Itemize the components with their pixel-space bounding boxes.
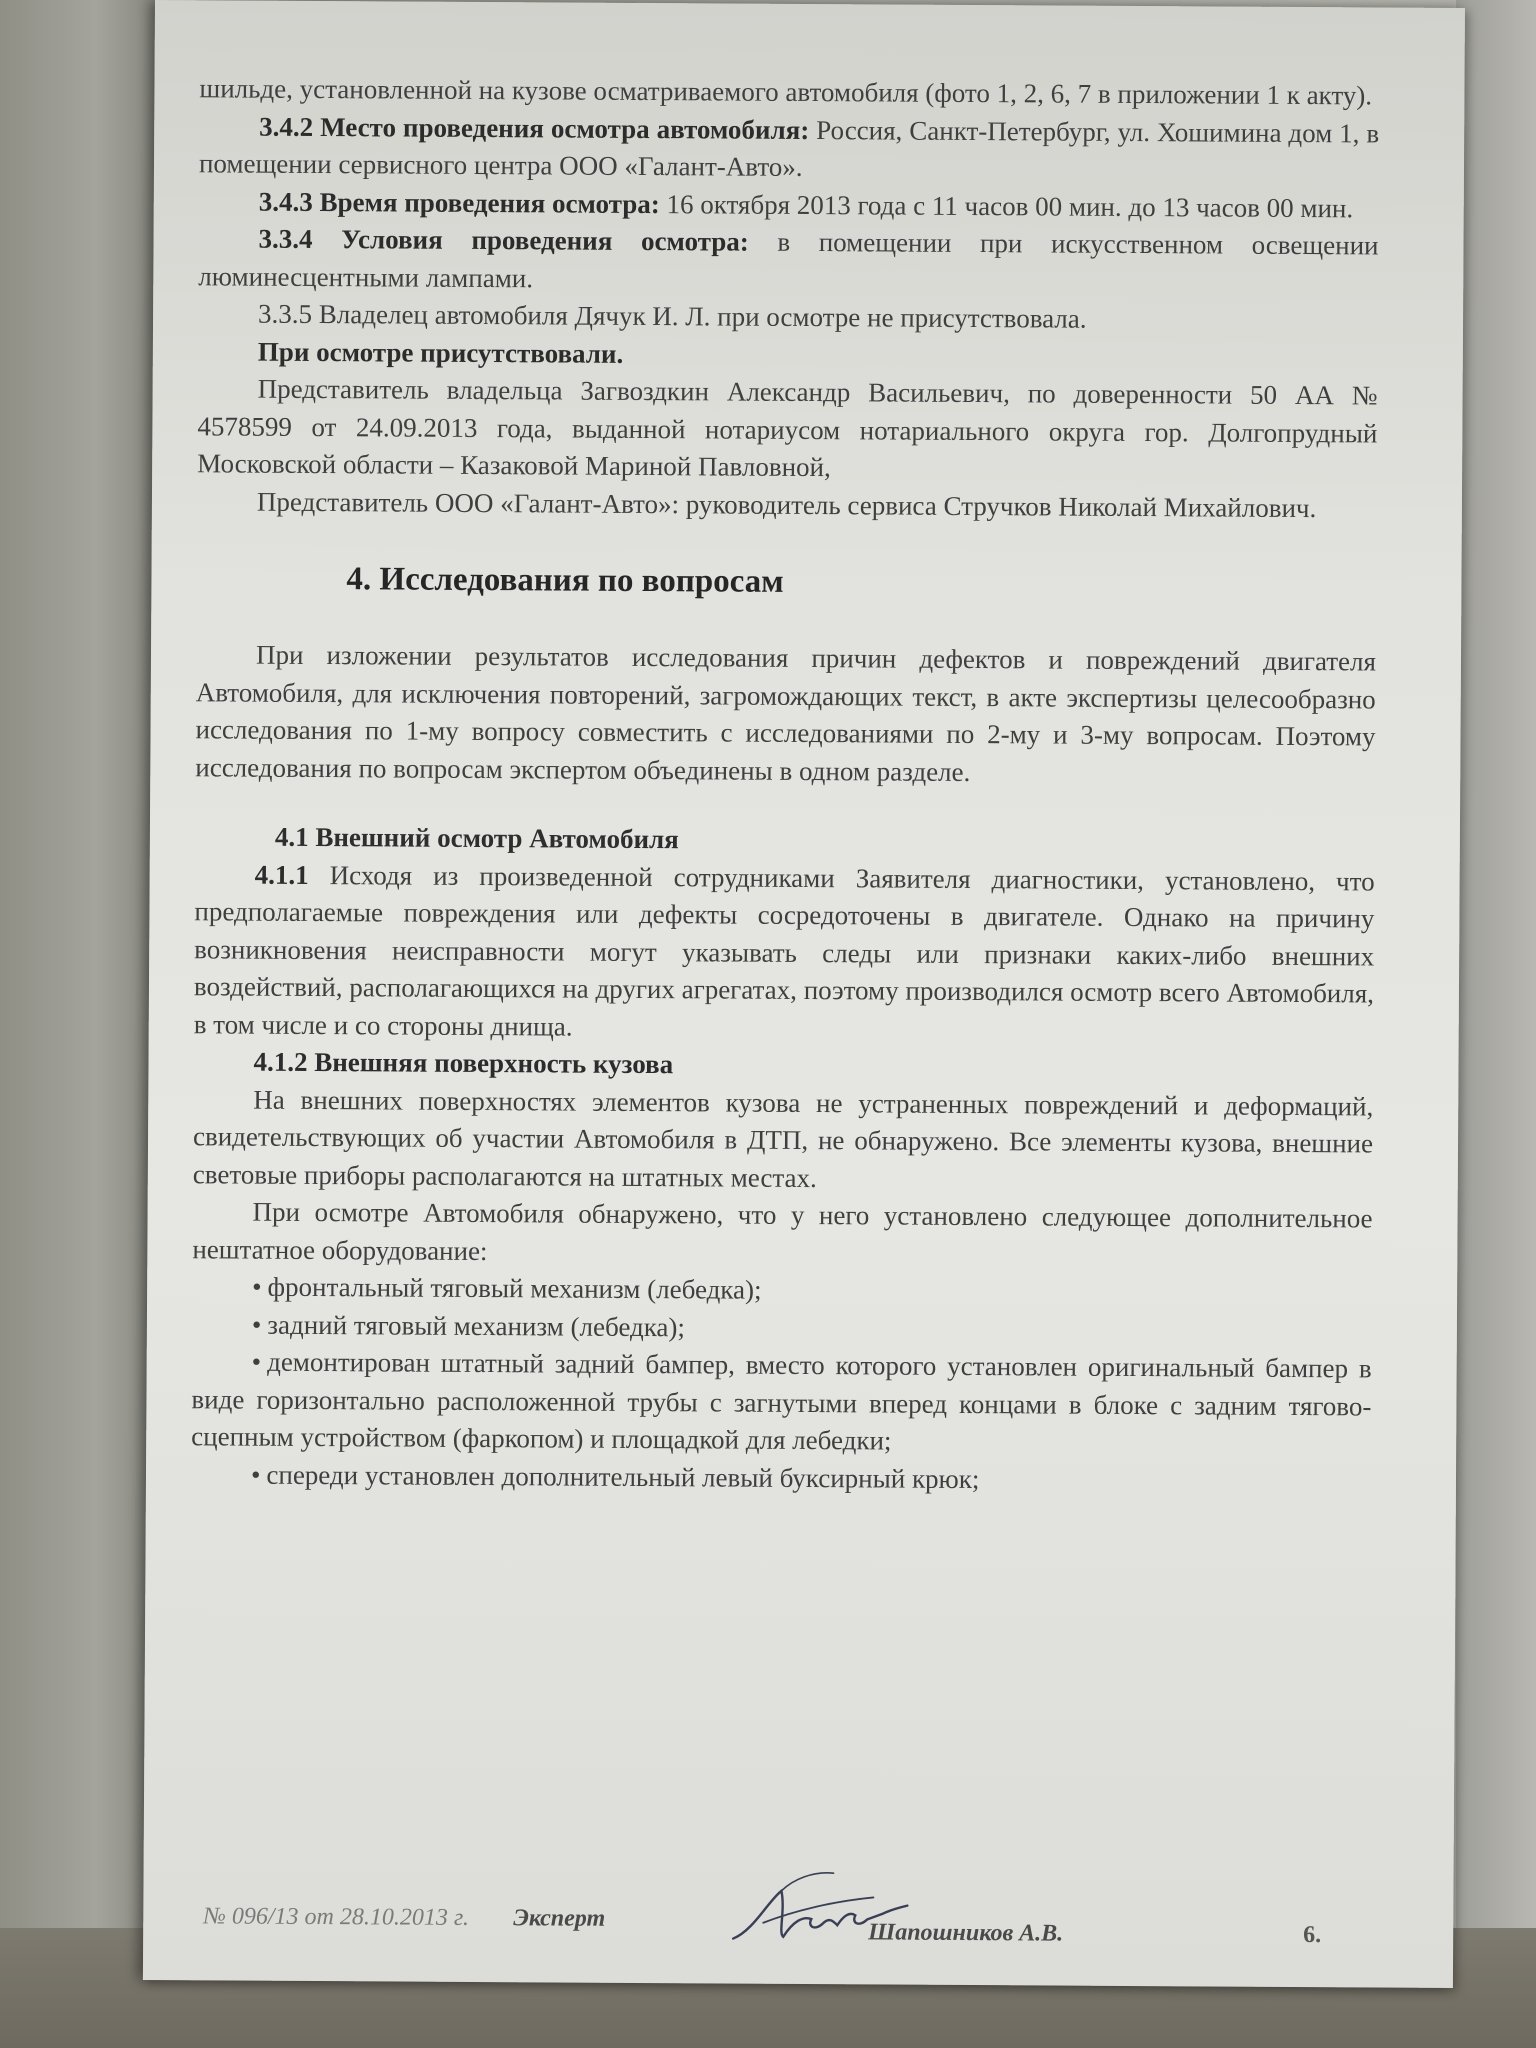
paragraph-owner-absent: 3.3.5 Владелец автомобиля Дячук И. Л. при осмотре не присутствовала. — [257, 298, 1087, 334]
section-4-1-title: 4.1 Внешний осмотр Автомобиля — [274, 821, 679, 855]
paragraph-4-1-1 — [194, 856, 1375, 1051]
section-4-1-2-title: 4.1.2 Внешняя поверхность кузова — [253, 1046, 674, 1080]
document-page — [143, 0, 1465, 1988]
inspection-conditions-heading: 3.3.4 Условия проведения осмотра: — [258, 223, 749, 257]
paragraph-body-surface: На внешних поверхностях элементов кузова не устраненных повреждений и деформаций, свидетельствующих об участии Автомобиля в ДТП, не обнаружено. Все элементы кузова, внешние световые приборы располагаются на штатных местах. — [192, 1084, 1374, 1193]
attendees-heading: При осмотре присутствовали. — [257, 336, 624, 369]
section-4-intro: При изложении результатов исследования причин дефектов и повреждений двигателя Автомобиля, для исключения повторений, загромождающих текст, в акте экспертизы целесообразно исследования по 1-му вопросу совместить с исследованиями по 2-му и 3-му вопросам. Поэтому исследования по вопросам экспертом объединены в одном разделе. — [195, 639, 1377, 787]
list-item: • демонтирован штатный задний бампер, вместо которого установлен оригинальный бампер в виде горизонтально расположенной трубы с загнутыми вперед концами в блоке с задним тягово-сцепным устройством (фаркопом) и площадкой для лебедки; — [191, 1343, 1372, 1463]
inspection-conditions-text: в помещении при искусственном освещении люминесцентными лампами. — [198, 226, 1379, 293]
paragraph-inspection-place — [199, 108, 1379, 190]
inspection-place-text: Россия, Санкт-Петербург, ул. Хошимина дом 1, в помещении сервисного центра ООО «Галант-Авто». — [198, 114, 1380, 182]
expert-label: Эксперт — [513, 1905, 606, 1932]
section-4-1-1-text: Исходя из произведенной сотрудниками Заявителя диагностики, установлено, что предполагаемые повреждения или дефекты сосредоточены в двигателе. Однако на причину возникновения неисправности могут указывать следы или признаки каких-либо внешних воздействий, располагающихся на других агрегатах, поэтому производился осмотр всего Автомобиля, в том числе и со стороны днища. — [193, 859, 1375, 1042]
list-item: • спереди установлен дополнительный левый буксирный крюк; — [191, 1456, 1371, 1501]
document-reference: № 096/13 от 28.10.2013 г. — [203, 1903, 470, 1931]
section-4-title: 4. Исследования по вопросам — [346, 561, 784, 600]
inspection-place-heading: 3.4.2 Место проведения осмотра автомобиля: — [259, 111, 810, 145]
section-4-1-1-number: 4.1.1 — [254, 859, 309, 890]
paragraph-service-representative: Представитель ООО «Галант-Авто»: руководитель сервиса Стручков Николай Михайлович. — [256, 486, 1317, 523]
list-item: • задний тяговый механизм (лебедка); — [192, 1306, 1372, 1351]
paragraph-continuation: шильде, установленной на кузове осматриваемого автомобиля (фото 1, 2, 6, 7 в приложении 1 к акту). — [199, 73, 1373, 111]
inspection-time-text: 16 октября 2013 года с 11 часов 00 мин. до 13 часов 00 мин. — [659, 188, 1354, 223]
page-footer — [203, 1885, 1353, 1962]
background-surface — [1456, 0, 1536, 2048]
expert-name: Шапошников А.В. — [868, 1919, 1064, 1947]
page-content — [191, 70, 1380, 1500]
inspection-time-heading: 3.4.3 Время проведения осмотра: — [258, 186, 660, 219]
page-number: 6. — [1303, 1922, 1322, 1949]
paragraph-additional-equipment: При осмотре Автомобиля обнаружено, что у него установлено следующее дополнительное нештатное оборудование: — [192, 1196, 1373, 1266]
list-item: • фронтальный тяговый механизм (лебедка); — [192, 1268, 1372, 1313]
paragraph-owner-representative: Представитель владельца Загвоздкин Александр Васильевич, по доверенности 50 АА № 4578599 от 24.09.2013 года, выданной нотариусом нотариального округа гор. Долгопрудный Московской области – Казаковой Мариной Павловной, — [197, 373, 1378, 483]
paragraph-inspection-conditions — [198, 220, 1378, 302]
